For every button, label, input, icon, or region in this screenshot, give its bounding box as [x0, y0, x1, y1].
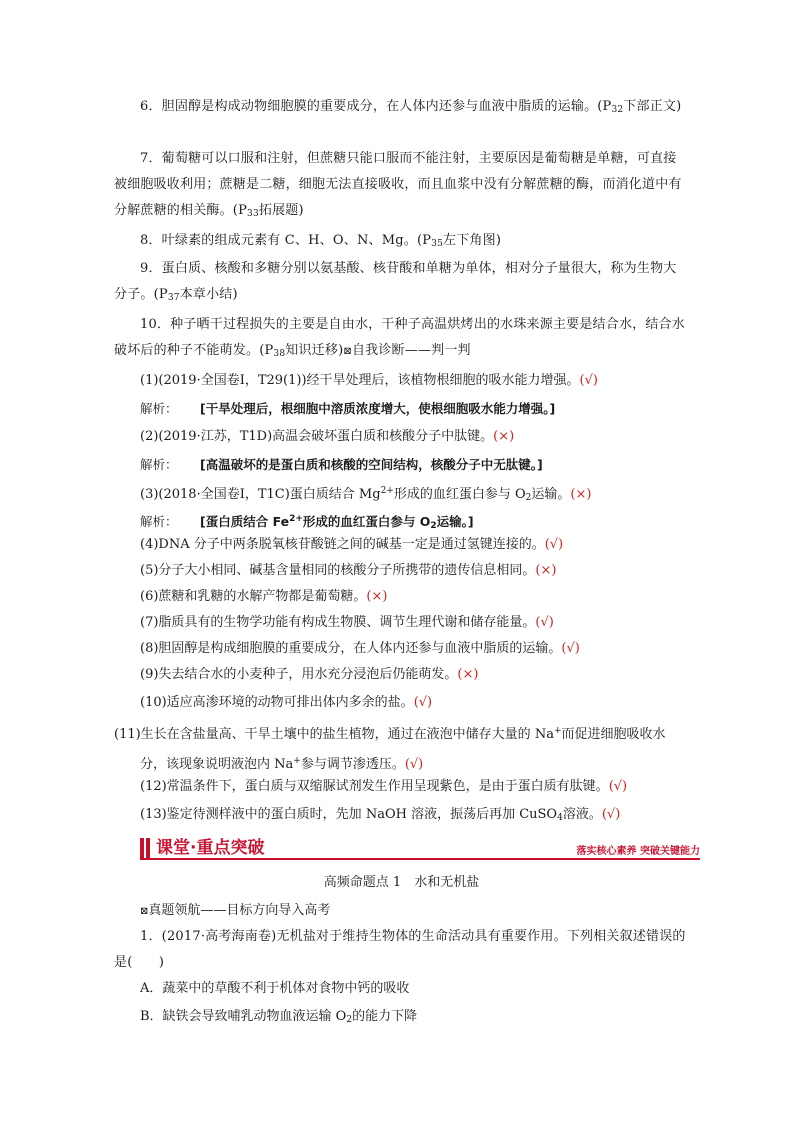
- item-6-text: 6．胆固醇是构成动物细胞膜的重要成分，在人体内还参与血液中脂质的运输。(P: [140, 99, 612, 114]
- analysis-2: [140, 452, 689, 478]
- item-9-text: 9．蛋白质、核酸和多糖分别以氨基酸、核苷酸和单糖为单体，相对分子量很大，称为生物大分子。(P: [114, 261, 677, 302]
- judge-8-mark: (√): [561, 641, 580, 656]
- judge-13-text-a: (13)鉴定待测样液中的蛋白质时，先加 NaOH 溶液，振荡后再加 CuSO: [140, 807, 558, 822]
- section-lead: [140, 898, 689, 925]
- item-10: [114, 312, 689, 367]
- item-9-page-sub: 37: [167, 293, 180, 303]
- banner-title: 课堂·重点突破: [156, 838, 265, 858]
- banner-underline: [140, 858, 700, 860]
- judge-13-sub: 4: [557, 813, 563, 823]
- item-10-page-sub: 38: [273, 349, 286, 359]
- judge-2-mark: (×): [493, 429, 515, 444]
- judge-8: [140, 636, 689, 662]
- judge-4-text: (4)DNA 分子中两条脱氧核苷酸链之间的碱基一定是通过氢键连接的。: [140, 537, 545, 552]
- item-7-source: 拓展题): [258, 203, 304, 218]
- analysis-3-label: 解析：: [140, 514, 178, 529]
- judge-3-sup: 2+: [380, 486, 394, 496]
- banner-bar-icon-2: [146, 838, 150, 858]
- judge-1-mark: (√): [579, 373, 598, 388]
- item-9: [114, 256, 689, 311]
- analysis-3-text-a: [蛋白质结合 Fe: [200, 514, 290, 529]
- item-7: [114, 146, 689, 227]
- item-9-source: 本章小结): [179, 287, 238, 302]
- banner-bar-icon: [140, 838, 144, 858]
- judge-9-text: (9)失去结合水的小麦种子，用水充分浸泡后仍能萌发。: [140, 667, 458, 682]
- analysis-2-label: 解析：: [140, 457, 178, 472]
- self-diagnosis-title: 自我诊断——判一判: [351, 343, 471, 358]
- judge-2-text: (2)(2019·江苏，T1D)高温会破坏蛋白质和核酸分子中肽键。: [140, 429, 494, 444]
- section-lead-text: 真题领航——目标方向导入高考: [148, 903, 331, 918]
- item-7-text: 7．葡萄糖可以口服和注射，但蔗糖只能口服而不能注射，主要原因是葡萄糖是单糖，可直接被细胞吸收利用；蔗糖是二糖，细胞无法直接吸收，而且血浆中没有分解蔗糖的酶，而消化道中有分解蔗糖的相关酶。(P: [114, 151, 682, 218]
- judge-1-text: (1)(2019·全国卷Ⅰ，T29(1))经干旱处理后，该植物根细胞的吸水能力增强。: [140, 373, 580, 388]
- judge-2: [140, 424, 689, 450]
- analysis-2-text: [高温破坏的是蛋白质和核酸的空间结构，核酸分子中无肽键。]: [200, 457, 543, 472]
- analysis-1-label: 解析：: [140, 401, 178, 416]
- judge-5: [140, 558, 689, 584]
- judge-1: [140, 368, 689, 394]
- item-6: [114, 94, 689, 123]
- item-8-text: 8．叶绿素的组成元素有 C、H、O、N、Mg。(P: [140, 233, 432, 248]
- analysis-1-text: [干旱处理后，根细胞中溶质浓度增大，使根细胞吸水能力增强。]: [200, 401, 556, 416]
- judge-3-mark: (×): [570, 487, 592, 502]
- judge-6: [140, 584, 689, 610]
- judge-3-text-b: 形成的血红蛋白参与 O: [393, 487, 526, 502]
- judge-7-text: (7)脂质具有的生物学功能有构成生物膜、调节生理代谢和储存能量。: [140, 615, 536, 630]
- judge-6-text: (6)蔗糖和乳糖的水解产物都是葡萄糖。: [140, 589, 367, 604]
- judge-3-sub: 2: [525, 493, 532, 503]
- judge-11-sup-2: +: [293, 756, 301, 766]
- judge-11-text-a: (11)生长在含盐量高、干旱土壤中的盐生植物，通过在液泡中储存大量的 Na: [114, 727, 554, 742]
- judge-10: [140, 690, 689, 716]
- judge-3-text-a: (3)(2018·全国卷Ⅰ，T1C)蛋白质结合 Mg: [140, 487, 381, 502]
- judge-11: [114, 718, 689, 778]
- question-1: 1．(2017·高考海南卷)无机盐对于维持生物体的生命活动具有重要作用。下列相关叙述错误的是( ): [114, 929, 686, 970]
- analysis-3-text-c: 运输。]: [436, 514, 474, 529]
- option-b-text-a: B．缺铁会导致哺乳动物血液运输 O: [140, 1009, 347, 1024]
- item-8-page-sub: 35: [431, 239, 444, 249]
- judge-10-text: (10)适应高渗环境的动物可排出体内多余的盐。: [140, 695, 414, 710]
- analysis-1: [140, 396, 689, 422]
- option-b-sub: 2: [346, 1015, 353, 1025]
- diag-marker-icon: ⊠: [343, 346, 352, 357]
- analysis-3-text-b: 形成的血红蛋白参与 O: [302, 514, 431, 529]
- judge-12-mark: (√): [608, 779, 628, 794]
- judge-4: [140, 532, 689, 558]
- judge-8-text: (8)胆固醇是构成细胞膜的重要成分，在人体内还参与血液中脂质的运输。: [140, 641, 562, 656]
- judge-7-mark: (√): [535, 615, 554, 630]
- option-b-text-b: 的能力下降: [352, 1009, 418, 1024]
- judge-12: [140, 774, 689, 800]
- judge-5-text: (5)分子大小相同、碱基含量相同的核酸分子所携带的遗传信息相同。: [140, 563, 536, 578]
- option-a: A．蔬菜中的草酸不利于机体对食物中钙的吸收: [140, 981, 410, 996]
- judge-10-mark: (√): [413, 695, 433, 710]
- judge-9: [140, 662, 689, 688]
- judge-13-mark: (√): [601, 807, 621, 822]
- analysis-3-sub: 2: [430, 521, 437, 531]
- item-6-source: 下部正文): [623, 99, 682, 114]
- item-8-source: 左下角图): [443, 233, 502, 248]
- analysis-3-sup: 2+: [289, 514, 303, 524]
- item-10-text: 10．种子晒干过程损失的主要是自由水，干种子高温烘烤出的水珠来源主要是结合水，结合水破坏后的种子不能萌发。(P: [114, 317, 685, 358]
- item-7-page-sub: 33: [247, 209, 259, 219]
- item-10-source: 知识迁移): [285, 343, 344, 358]
- judge-7: [140, 610, 689, 636]
- lead-marker-icon: ⊠: [140, 906, 149, 917]
- judge-5-mark: (×): [535, 563, 557, 578]
- banner-slogan: 落实核心素养 突破关键能力: [576, 846, 700, 857]
- judge-11-mark: (√): [404, 757, 424, 772]
- judge-13: [140, 802, 689, 831]
- section-heading: 高频命题点 1 水和无机盐: [323, 875, 480, 890]
- judge-11-text-c: 参与调节渗透压。: [300, 757, 405, 772]
- judge-6-mark: (×): [366, 589, 388, 604]
- judge-4-mark: (√): [544, 537, 564, 552]
- option-b: [140, 1004, 689, 1033]
- judge-9-mark: (×): [457, 667, 479, 682]
- item-6-page-sub: 32: [611, 105, 624, 115]
- judge-11-sup: +: [553, 726, 562, 736]
- judge-12-text: (12)常温条件下，蛋白质与双缩脲试剂发生作用呈现紫色，是由于蛋白质有肽键。: [140, 779, 609, 794]
- judge-3-text-c: 运输。: [531, 487, 571, 502]
- section-banner: [140, 836, 700, 860]
- judge-13-text-b: 溶液。: [562, 807, 602, 822]
- item-8: [114, 228, 689, 257]
- judge-11-text-b: 而促进细胞吸收水分，该现象说明液泡内 Na: [140, 727, 666, 772]
